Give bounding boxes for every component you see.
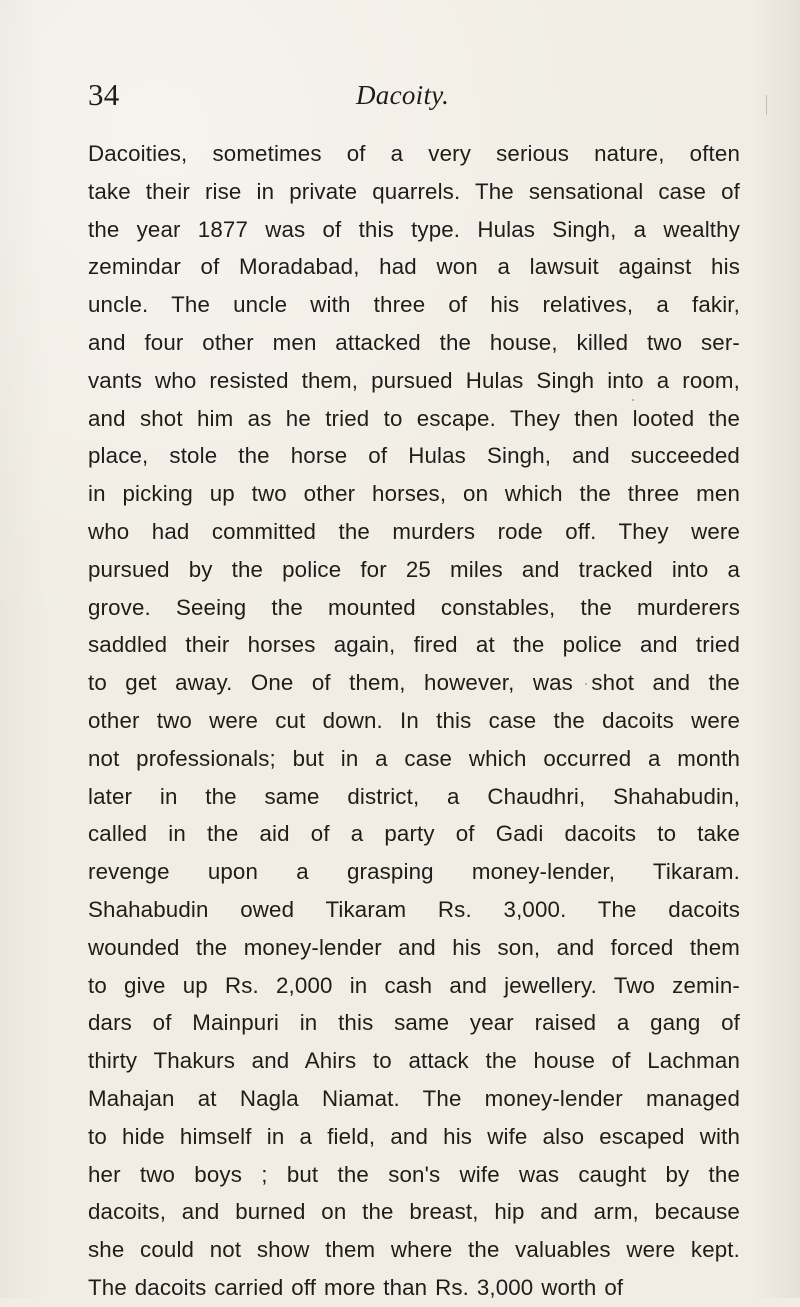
text-line: Dacoities, sometimes of a very serious nature, often xyxy=(88,141,740,166)
text-line: and shot him as he tried to escape. They then looted the xyxy=(88,405,740,431)
text-line: place, stole the horse of Hulas Singh, and succeeded xyxy=(88,443,740,469)
text-line: revenge upon a grasping money-lender, Tikaram. xyxy=(88,859,740,885)
text-line: dacoits, and burned on the breast, hip and arm, because xyxy=(88,1199,740,1225)
text-line: to give up Rs. 2,000 in cash and jewellery. Two zemin- xyxy=(88,972,740,998)
page-header xyxy=(88,75,708,115)
text-line: thirty Thakurs and Ahirs to attack the house of Lachman xyxy=(88,1048,740,1074)
text-line: in picking up two other horses, on which the three men xyxy=(88,481,740,507)
body-text xyxy=(88,135,740,1307)
running-head: Dacoity. xyxy=(356,80,450,110)
text-line: and four other men attacked the house, killed two ser- xyxy=(88,329,740,355)
text-line: uncle. The uncle with three of his relatives, a fakir, xyxy=(88,292,740,318)
text-line: dars of Mainpuri in this same year raised a gang of xyxy=(88,1010,740,1036)
text-line: other two were cut down. In this case the dacoits were xyxy=(88,707,740,733)
text-line: pursued by the police for 25 miles and tracked into a xyxy=(88,556,740,582)
text-line: vants who resisted them, pursued Hulas Singh into a room, xyxy=(88,367,740,393)
text-line: to get away. One of them, however, was shot and the xyxy=(88,670,740,696)
text-line: grove. Seeing the mounted constables, the murderers xyxy=(88,594,740,620)
text-line: she could not show them where the valuables were kept. xyxy=(88,1237,740,1263)
text-line: saddled their horses again, fired at the police and tried xyxy=(88,632,740,658)
text-line: The dacoits carried off more than Rs. 3,000 worth of xyxy=(88,1274,624,1300)
text-line: called in the aid of a party of Gadi dacoits to take xyxy=(88,821,740,847)
text-line: Mahajan at Nagla Niamat. The money-lender managed xyxy=(88,1085,740,1111)
text-line: Shahabudin owed Tikaram Rs. 3,000. The dacoits xyxy=(88,896,740,922)
text-line: zemindar of Moradabad, had won a lawsuit against his xyxy=(88,254,740,280)
text-line: her two boys ; but the son's wife was caught by the xyxy=(88,1161,740,1187)
text-line: to hide himself in a field, and his wife also escaped with xyxy=(88,1123,740,1149)
text-line: who had committed the murders rode off. They were xyxy=(88,518,740,544)
page-number: 34 xyxy=(88,77,120,112)
text-line: wounded the money-lender and his son, and forced them xyxy=(88,934,740,960)
page-edge-mark xyxy=(766,95,767,115)
text-line: not professionals; but in a case which occurred a month xyxy=(88,745,740,771)
text-line: the year 1877 was of this type. Hulas Singh, a wealthy xyxy=(88,216,740,242)
text-line: later in the same district, a Chaudhri, Shahabudin, xyxy=(88,783,740,809)
text-line: take their rise in private quarrels. The sensational case of xyxy=(88,178,740,204)
